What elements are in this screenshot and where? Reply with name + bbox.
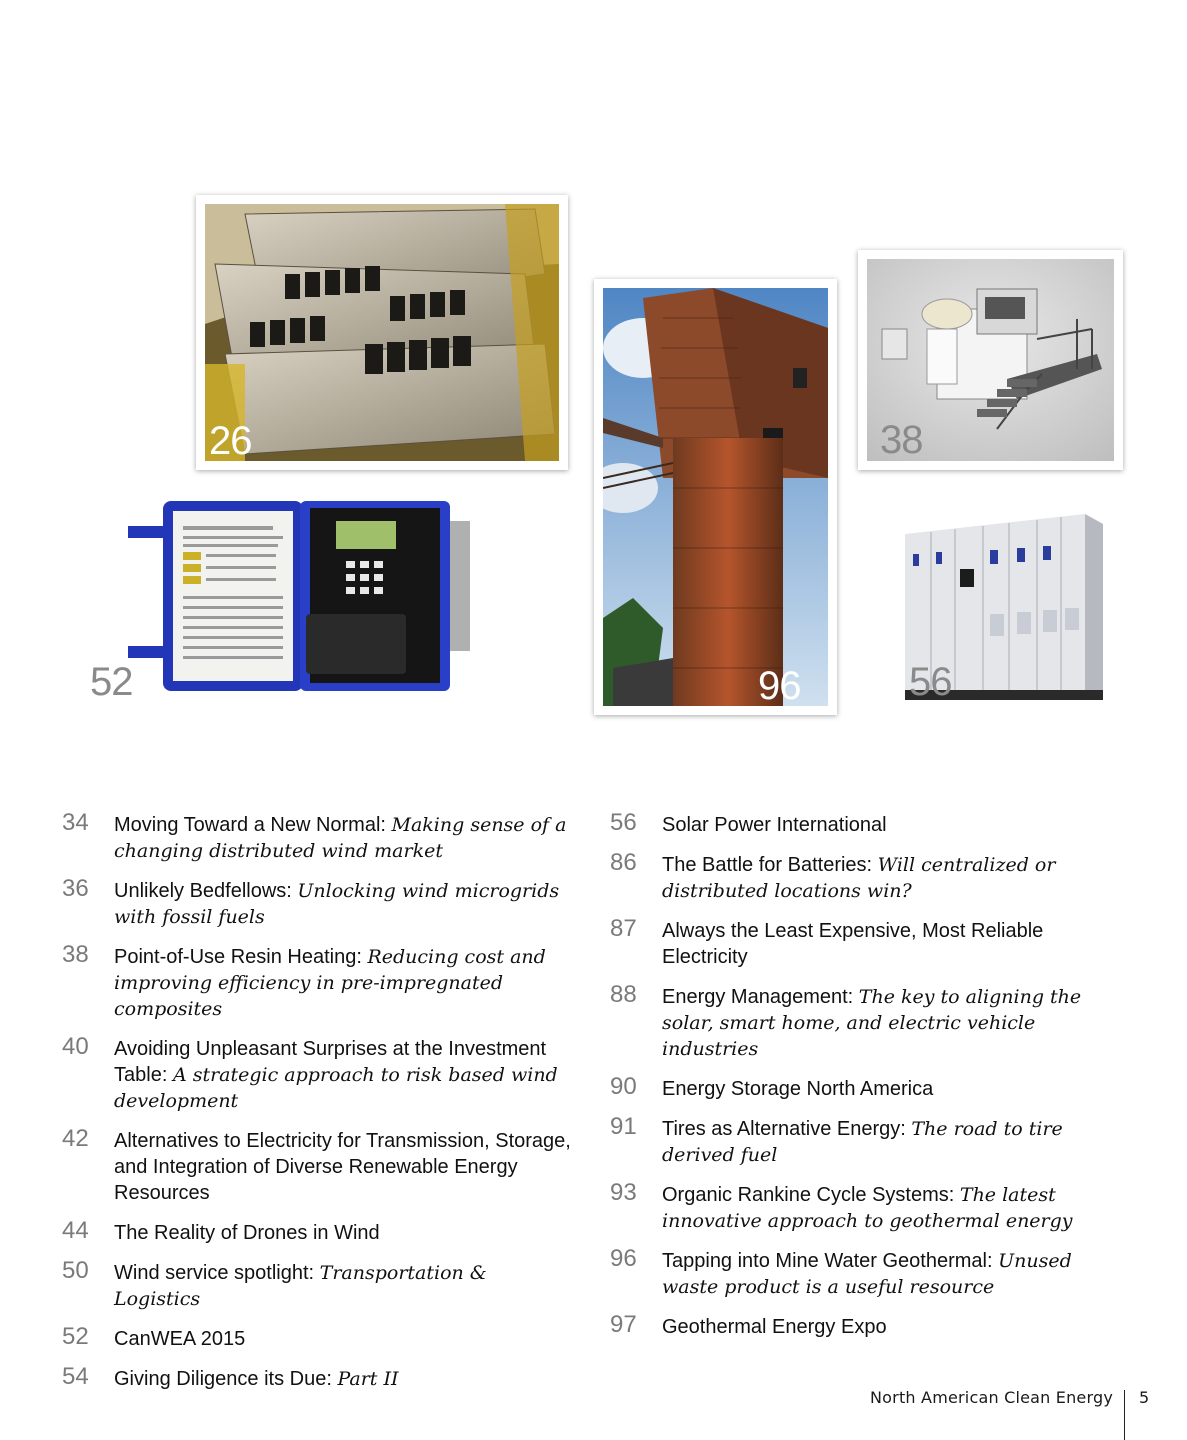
- toc-page-number: 40: [62, 1033, 89, 1060]
- toc-title: Unlikely Bedfellows:: [114, 880, 298, 902]
- toc-entry-text: [114, 1260, 572, 1312]
- toc-entry-text: [114, 1220, 380, 1246]
- footer-divider: [1124, 1390, 1125, 1440]
- toc-entry[interactable]: [62, 1363, 572, 1392]
- toc-title: Always the Least Expensive, Most Reliable Electricity: [662, 920, 1044, 968]
- toc-entry[interactable]: [610, 915, 1130, 970]
- toc-entry-text: [662, 1314, 887, 1340]
- toc-entry-text: [662, 1116, 1130, 1168]
- toc-page-number: 91: [610, 1113, 637, 1140]
- toc-subtitle: Part II: [337, 1368, 399, 1390]
- toc-title: Wind service spotlight:: [114, 1262, 320, 1284]
- toc-title: Energy Storage North America: [662, 1078, 934, 1100]
- toc-entry-text: [662, 918, 1130, 970]
- toc-left-column: [62, 809, 572, 1406]
- toc-page-number: 88: [610, 981, 637, 1008]
- toc-title: Alternatives to Electricity for Transmission, Storage, and Integration of Diverse Renewable Energy Resources: [114, 1130, 571, 1204]
- photo-aluminum-extrusions: [196, 195, 568, 470]
- toc-page-number: 90: [610, 1073, 637, 1100]
- toc-title: Energy Management:: [662, 986, 859, 1008]
- toc-page-number: 38: [62, 941, 89, 968]
- toc-entry[interactable]: [62, 941, 572, 1022]
- toc-subtitle: The road to tire derived fuel: [662, 1118, 1063, 1166]
- toc-title: Moving Toward a New Normal:: [114, 814, 392, 836]
- photo-page-number: 56: [909, 660, 952, 704]
- toc-page-number: 96: [610, 1245, 637, 1272]
- photo-resin-machine: [858, 250, 1123, 470]
- toc-entry[interactable]: [62, 809, 572, 864]
- toc-entry-text: [662, 984, 1130, 1062]
- toc-title: Solar Power International: [662, 814, 887, 836]
- toc-entry-text: [662, 1076, 933, 1102]
- toc-page-number: 52: [62, 1323, 89, 1350]
- toc-entry[interactable]: [610, 849, 1130, 904]
- toc-title: Avoiding Unpleasant Surprises at the Investment Table:: [114, 1038, 547, 1086]
- aluminum-extrusions-photo-icon: [205, 204, 559, 461]
- toc-entry[interactable]: [610, 1245, 1130, 1300]
- toc-subtitle: Unlocking wind microgrids with fossil fuels: [114, 880, 560, 928]
- photo-mine-tower: [594, 279, 837, 715]
- toc-subtitle: Unused waste product is a useful resource: [662, 1250, 1072, 1298]
- toc-title: Tires as Alternative Energy:: [662, 1118, 912, 1140]
- toc-entry[interactable]: [62, 1257, 572, 1312]
- toc-entry[interactable]: [62, 1323, 572, 1352]
- toc-page-number: 86: [610, 849, 637, 876]
- photo-page-number: 96: [758, 664, 801, 708]
- toc-subtitle: The latest innovative approach to geothermal energy: [662, 1184, 1073, 1232]
- toc-entry-text: [114, 1036, 572, 1114]
- toc-entry-text: [114, 1366, 398, 1392]
- toc-right-column: [610, 809, 1130, 1354]
- toc-page-number: 36: [62, 875, 89, 902]
- photo-page-number: 38: [880, 418, 923, 462]
- mine-tower-photo-icon: [603, 288, 828, 706]
- toc-page-number: 56: [610, 809, 637, 836]
- toc-page-number: 54: [62, 1363, 89, 1390]
- toc-page-number: 50: [62, 1257, 89, 1284]
- toc-subtitle: Will centralized or distributed locations win?: [662, 854, 1056, 902]
- photo-electrical-cabinets: [905, 514, 1103, 704]
- photo-page-number: 52: [90, 660, 133, 704]
- toc-page-number: 42: [62, 1125, 89, 1152]
- toc-subtitle: Transportation & Logistics: [114, 1262, 487, 1310]
- toc-title: Point-of-Use Resin Heating:: [114, 946, 368, 968]
- toc-page-number: 93: [610, 1179, 637, 1206]
- toc-entry[interactable]: [62, 1217, 572, 1246]
- toc-entry[interactable]: [62, 1033, 572, 1114]
- toc-entry-text: [662, 1182, 1130, 1234]
- toc-entry-text: [662, 852, 1130, 904]
- toc-page-number: 87: [610, 915, 637, 942]
- toc-title: Organic Rankine Cycle Systems:: [662, 1184, 960, 1206]
- toc-entry-text: [114, 812, 572, 864]
- toc-entry[interactable]: [610, 1073, 1130, 1102]
- toc-title: The Battle for Batteries:: [662, 854, 878, 876]
- blue-enclosure-photo-icon: [128, 496, 478, 696]
- toc-entry[interactable]: [610, 1113, 1130, 1168]
- toc-entry-text: [662, 1248, 1130, 1300]
- toc-entry[interactable]: [610, 981, 1130, 1062]
- toc-subtitle: The key to aligning the solar, smart home, and electric vehicle industries: [662, 986, 1082, 1060]
- toc-title: Tapping into Mine Water Geothermal:: [662, 1250, 999, 1272]
- footer-page-number: 5: [1139, 1388, 1150, 1407]
- toc-entry-text: [114, 944, 572, 1022]
- photo-page-number: 26: [209, 419, 252, 463]
- toc-page-number: 97: [610, 1311, 637, 1338]
- toc-title: The Reality of Drones in Wind: [114, 1222, 380, 1244]
- toc-title: Giving Diligence its Due:: [114, 1368, 338, 1390]
- toc-entry-text: [114, 1128, 572, 1206]
- toc-entry[interactable]: [62, 1125, 572, 1206]
- toc-entry-text: [114, 1326, 245, 1352]
- toc-subtitle: Making sense of a changing distributed wind market: [114, 814, 567, 862]
- toc-entry-text: [114, 878, 572, 930]
- toc-entry-text: [662, 812, 887, 838]
- toc-entry[interactable]: [610, 1179, 1130, 1234]
- toc-subtitle: A strategic approach to risk based wind development: [114, 1064, 558, 1112]
- toc-title: Geothermal Energy Expo: [662, 1316, 887, 1338]
- toc-title: CanWEA 2015: [114, 1328, 246, 1350]
- toc-entry[interactable]: [62, 875, 572, 930]
- toc-subtitle: Reducing cost and improving efficiency in pre-impregnated composites: [114, 946, 546, 1020]
- toc-entry[interactable]: [610, 1311, 1130, 1340]
- toc-page-number: 34: [62, 809, 89, 836]
- toc-page-number: 44: [62, 1217, 89, 1244]
- footer-publication: North American Clean Energy: [870, 1388, 1113, 1407]
- photo-blue-enclosure: [90, 496, 478, 704]
- toc-entry[interactable]: [610, 809, 1130, 838]
